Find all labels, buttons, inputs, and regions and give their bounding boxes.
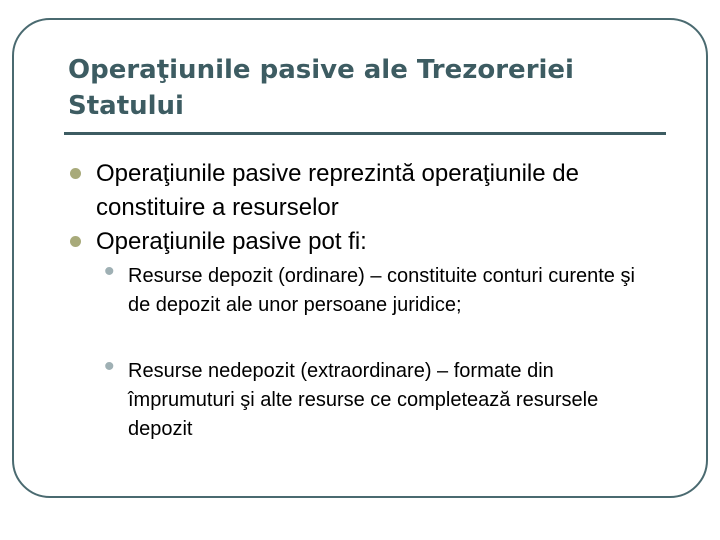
bullet-dot-icon: [70, 236, 81, 247]
sub-bullet-item: [104, 255, 644, 320]
sub-bullet-text: Resurse nedepozit (extraordinare) – formate din împrumuturi şi alte resurse ce completează resursele depozit: [128, 360, 599, 440]
bullet-item: [70, 225, 650, 259]
bullet-item: [70, 157, 650, 225]
slide-title: Operaţiunile pasive ale Trezoreriei Statului: [68, 55, 574, 121]
bullet-text: Operaţiunile pasive pot fi:: [96, 228, 367, 255]
bullet-text: Operaţiunile pasive reprezintă operaţiunile de constituire a resurselor: [96, 160, 579, 221]
bullet-dot-icon: [70, 168, 81, 179]
sub-bullet-dot-icon: •: [104, 350, 115, 383]
sub-bullet-text: Resurse depozit (ordinare) – constituite conturi curente şi de depozit ale unor persoane juridice;: [128, 265, 635, 316]
sub-bullet-dot-icon: •: [104, 255, 115, 288]
title-underline: [64, 132, 666, 135]
sub-bullet-item: [104, 350, 644, 444]
